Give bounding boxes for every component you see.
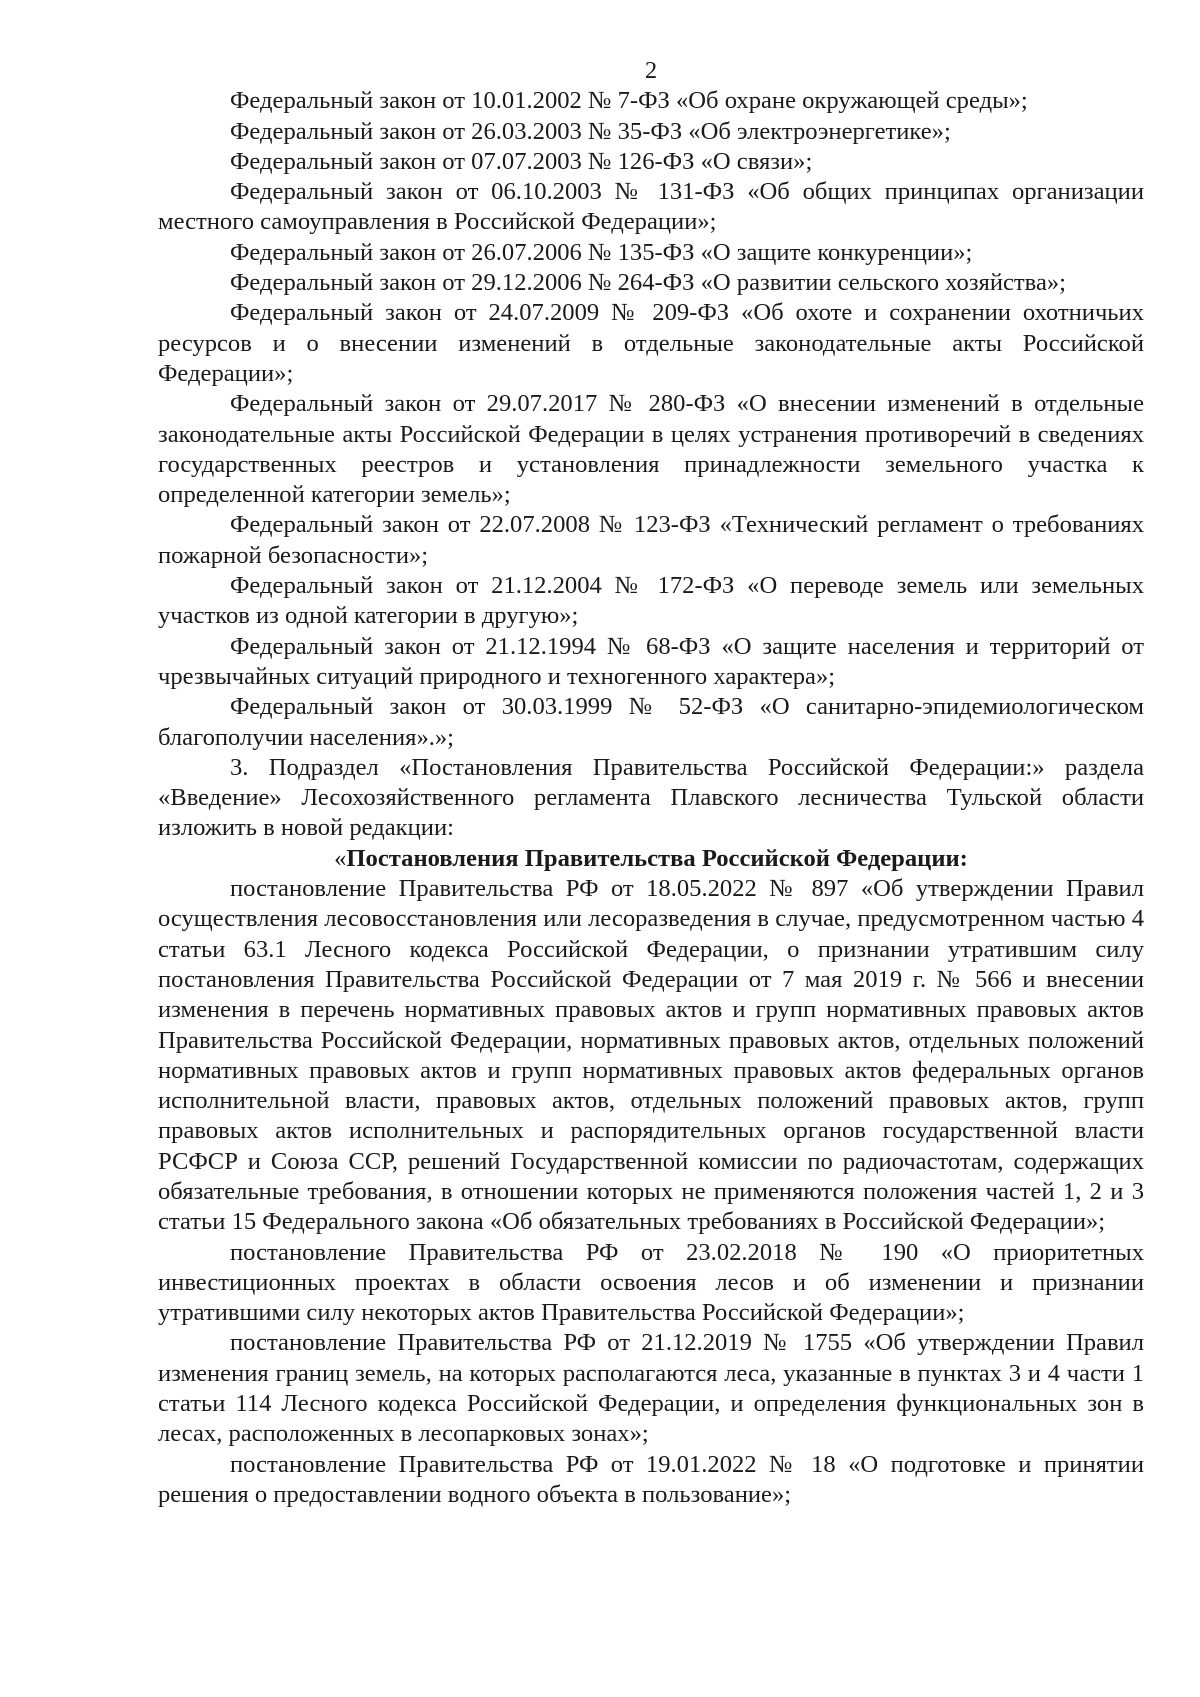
law-paragraph: Федеральный закон от 22.07.2008 № 123-ФЗ «Технический регламент о требованиях пожарной безопасности»;: [158, 511, 1144, 569]
law-paragraph: Федеральный закон от 10.01.2002 № 7-ФЗ «Об охране окружающей среды»;: [230, 87, 1028, 115]
law-paragraph: Федеральный закон от 24.07.2009 № 209-ФЗ «Об охоте и сохранении охотничьих ресурсов и о внесении изменений в отдельные законодательные акты Российской Федерации»;: [158, 299, 1144, 387]
law-paragraph: Федеральный закон от 21.12.1994 № 68-ФЗ «О защите населения и территорий от чрезвычайных ситуаций природного и техногенного характера»;: [158, 632, 1144, 690]
decree-paragraph: постановление Правительства РФ от 18.05.2022 № 897 «Об утверждении Правил осуществления лесовосстановления или лесоразведения в случае, предусмотренном частью 4 статьи 63.1 Лесного кодекса Российской Федерации, о признании утратившим силу постановления Правительства Российской Федерации от 7 мая 2019 г. № 566 и внесении изменения в перечень нормативных правовых актов и групп нормативных правовых актов Правительства Российской Федерации, нормативных правовых актов, отдельных положений нормативных правовых актов и групп нормативных правовых актов федеральных органов исполнительной власти, правовых актов, отдельных положений правовых актов, групп правовых актов исполнительных и распорядительных органов государственной власти РСФСР и Союза ССР, решений Государственной комиссии по радиочастотам, содержащих обязательные требования, в отношении которых не применяются положения частей 1, 2 и 3 статьи 15 Федерального закона «Об обязательных требованиях в Российской Федерации»;: [158, 875, 1144, 1236]
page-number: 2: [644, 57, 658, 84]
section-heading: [158, 844, 1144, 874]
decree-paragraph: постановление Правительства РФ от 21.12.2019 № 1755 «Об утверждении Правил изменения границ земель, на которых располагаются леса, указанные в пунктах 3 и 4 части 1 статьи 114 Лесного кодекса Российской Федерации, и определения функциональных зон в лесах, расположенных в лесопарковых зонах»;: [158, 1329, 1144, 1448]
law-paragraph: Федеральный закон от 26.03.2003 № 35-ФЗ «Об электроэнергетике»;: [230, 117, 951, 145]
law-paragraph: Федеральный закон от 06.10.2003 № 131-ФЗ «Об общих принципах организации местного самоуправления в Российской Федерации»;: [158, 178, 1144, 236]
law-paragraph: Федеральный закон от 30.03.1999 № 52-ФЗ «О санитарно-эпидемиологическом благополучии населения».»;: [158, 693, 1144, 751]
heading-open-quote: «: [334, 844, 347, 872]
decree-paragraph: постановление Правительства РФ от 23.02.2018 № 190 «О приоритетных инвестиционных проектах в области освоения лесов и об изменении и признании утратившими силу некоторых актов Правительства Российской Федерации»;: [158, 1238, 1144, 1327]
law-paragraph: Федеральный закон от 29.12.2006 № 264-ФЗ «О развитии сельского хозяйства»;: [230, 269, 1067, 297]
document-page: [158, 56, 1144, 1510]
heading-title: Постановления Правительства Российской Федерации:: [346, 844, 968, 872]
section-instruction: 3. Подраздел «Постановления Правительства Российской Федерации:» раздела «Введение» Лесохозяйственного регламента Плавского лесничества Тульской области изложить в новой редакции:: [158, 753, 1144, 842]
law-paragraph: Федеральный закон от 07.07.2003 № 126-ФЗ «О связи»;: [230, 147, 813, 175]
law-paragraph: Федеральный закон от 26.07.2006 № 135-ФЗ «О защите конкуренции»;: [230, 238, 973, 266]
decree-paragraph: постановление Правительства РФ от 19.01.2022 № 18 «О подготовке и принятии решения о предоставлении водного объекта в пользование»;: [158, 1450, 1144, 1508]
law-paragraph: Федеральный закон от 29.07.2017 № 280-ФЗ «О внесении изменений в отдельные законодательные акты Российской Федерации в целях устранения противоречий в сведениях государственных реестров и установления принадлежности земельного участка к определенной категории земель»;: [158, 390, 1144, 509]
law-paragraph: Федеральный закон от 21.12.2004 № 172-ФЗ «О переводе земель или земельных участков из одной категории в другую»;: [158, 572, 1144, 630]
